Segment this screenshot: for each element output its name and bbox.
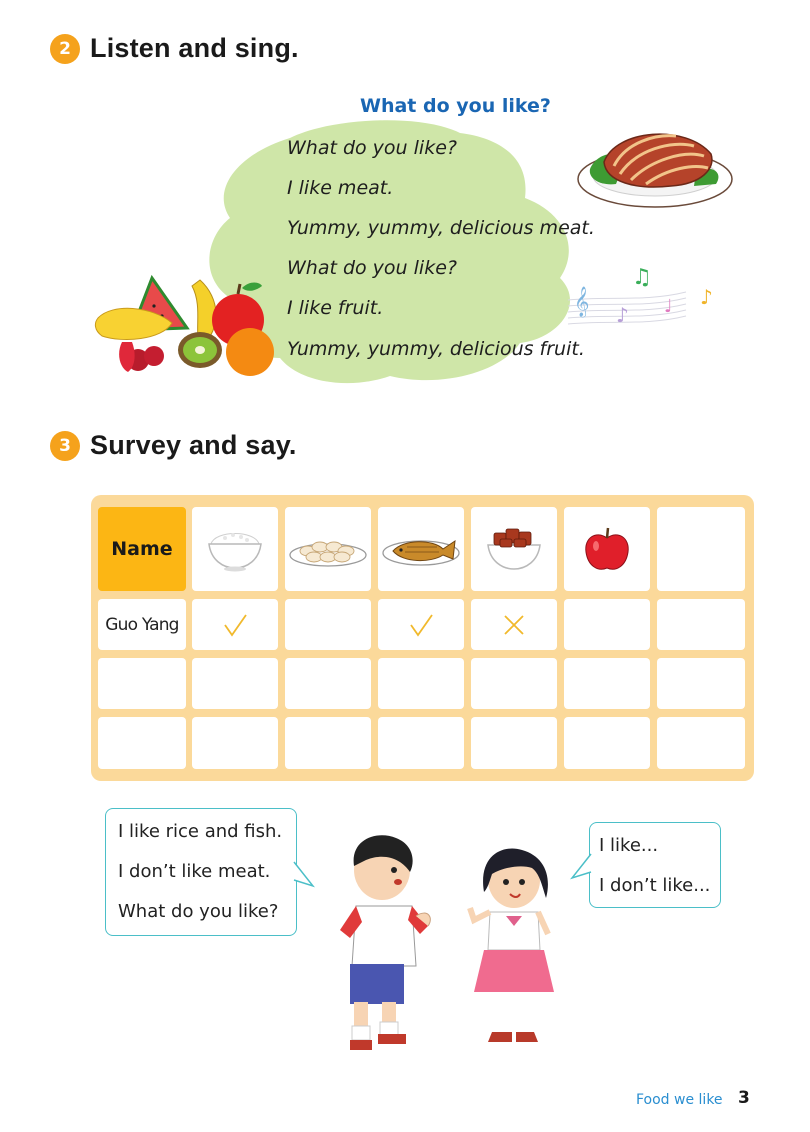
food-header-dumplings xyxy=(285,507,371,591)
lyric-line-6: Yummy, yummy, delicious fruit. xyxy=(287,338,585,360)
survey-cell[interactable] xyxy=(285,717,371,769)
lyric-line-5: I like fruit. xyxy=(287,297,384,319)
footer-unit-label: Food we like xyxy=(636,1092,723,1108)
section-number: 2 xyxy=(50,34,80,64)
survey-cell[interactable] xyxy=(657,599,745,650)
lyric-line-1: What do you like? xyxy=(287,137,457,159)
survey-cell[interactable] xyxy=(564,717,650,769)
dumplings-icon xyxy=(288,529,368,569)
meat-plate-illustration xyxy=(576,124,734,212)
svg-text:♩: ♩ xyxy=(664,296,673,317)
check-mark-icon xyxy=(408,612,434,638)
lyric-line-2: I like meat. xyxy=(287,177,394,199)
music-notes-illustration xyxy=(566,262,726,334)
bubble-tail xyxy=(570,852,592,882)
fish-dish-icon xyxy=(381,529,461,569)
survey-cell[interactable] xyxy=(564,599,650,650)
survey-cell[interactable] xyxy=(378,658,464,709)
girl-speech-bubble xyxy=(589,822,721,908)
apple-icon xyxy=(582,524,632,574)
survey-cell[interactable] xyxy=(378,599,464,650)
survey-cell[interactable] xyxy=(657,717,745,769)
food-header-empty xyxy=(657,507,745,591)
fruit-illustration xyxy=(92,268,278,378)
song-title: What do you like? xyxy=(360,95,551,117)
row-name-3[interactable] xyxy=(98,717,186,769)
name-header: Name xyxy=(98,507,186,591)
survey-table xyxy=(91,495,754,781)
food-header-apple xyxy=(564,507,650,591)
page-number: 3 xyxy=(738,1088,750,1108)
boy-character-illustration xyxy=(336,830,436,1054)
survey-cell[interactable] xyxy=(471,599,557,650)
survey-cell[interactable] xyxy=(471,717,557,769)
bubble-line-1: I like rice and fish. xyxy=(118,821,283,842)
bubble-line-1: I like... xyxy=(599,835,659,856)
section-title: Listen and sing. xyxy=(90,33,299,63)
lyric-line-3: Yummy, yummy, delicious meat. xyxy=(287,217,595,239)
row-name-2[interactable] xyxy=(98,658,186,709)
svg-text:♪: ♪ xyxy=(700,285,713,309)
food-header-fish xyxy=(378,507,464,591)
section-3-heading xyxy=(50,430,297,461)
bubble-line-2: I don’t like... xyxy=(599,875,711,896)
survey-cell[interactable] xyxy=(192,599,278,650)
svg-text:♪: ♪ xyxy=(616,303,629,327)
lyric-line-4: What do you like? xyxy=(287,257,457,279)
svg-text:♫: ♫ xyxy=(632,265,652,290)
bubble-line-2: I don’t like meat. xyxy=(118,861,271,882)
survey-cell[interactable] xyxy=(192,717,278,769)
survey-cell[interactable] xyxy=(657,658,745,709)
survey-cell[interactable] xyxy=(285,599,371,650)
rice-bowl-icon xyxy=(205,526,265,572)
meat-bowl-icon xyxy=(484,525,544,573)
survey-cell[interactable] xyxy=(564,658,650,709)
section-title: Survey and say. xyxy=(90,430,297,460)
survey-cell[interactable] xyxy=(192,658,278,709)
survey-cell[interactable] xyxy=(378,717,464,769)
svg-text:𝄞: 𝄞 xyxy=(574,287,590,317)
survey-cell[interactable] xyxy=(285,658,371,709)
row-name-1: Guo Yang xyxy=(98,599,186,650)
boy-speech-bubble xyxy=(105,808,297,936)
check-mark-icon xyxy=(222,612,248,638)
section-number: 3 xyxy=(50,431,80,461)
food-header-rice xyxy=(192,507,278,591)
girl-character-illustration xyxy=(462,846,562,1054)
bubble-tail xyxy=(293,860,315,890)
bubble-line-3: What do you like? xyxy=(118,901,279,922)
survey-cell[interactable] xyxy=(471,658,557,709)
food-header-meat xyxy=(471,507,557,591)
section-2-heading xyxy=(50,33,299,64)
cross-mark-icon xyxy=(502,613,526,637)
